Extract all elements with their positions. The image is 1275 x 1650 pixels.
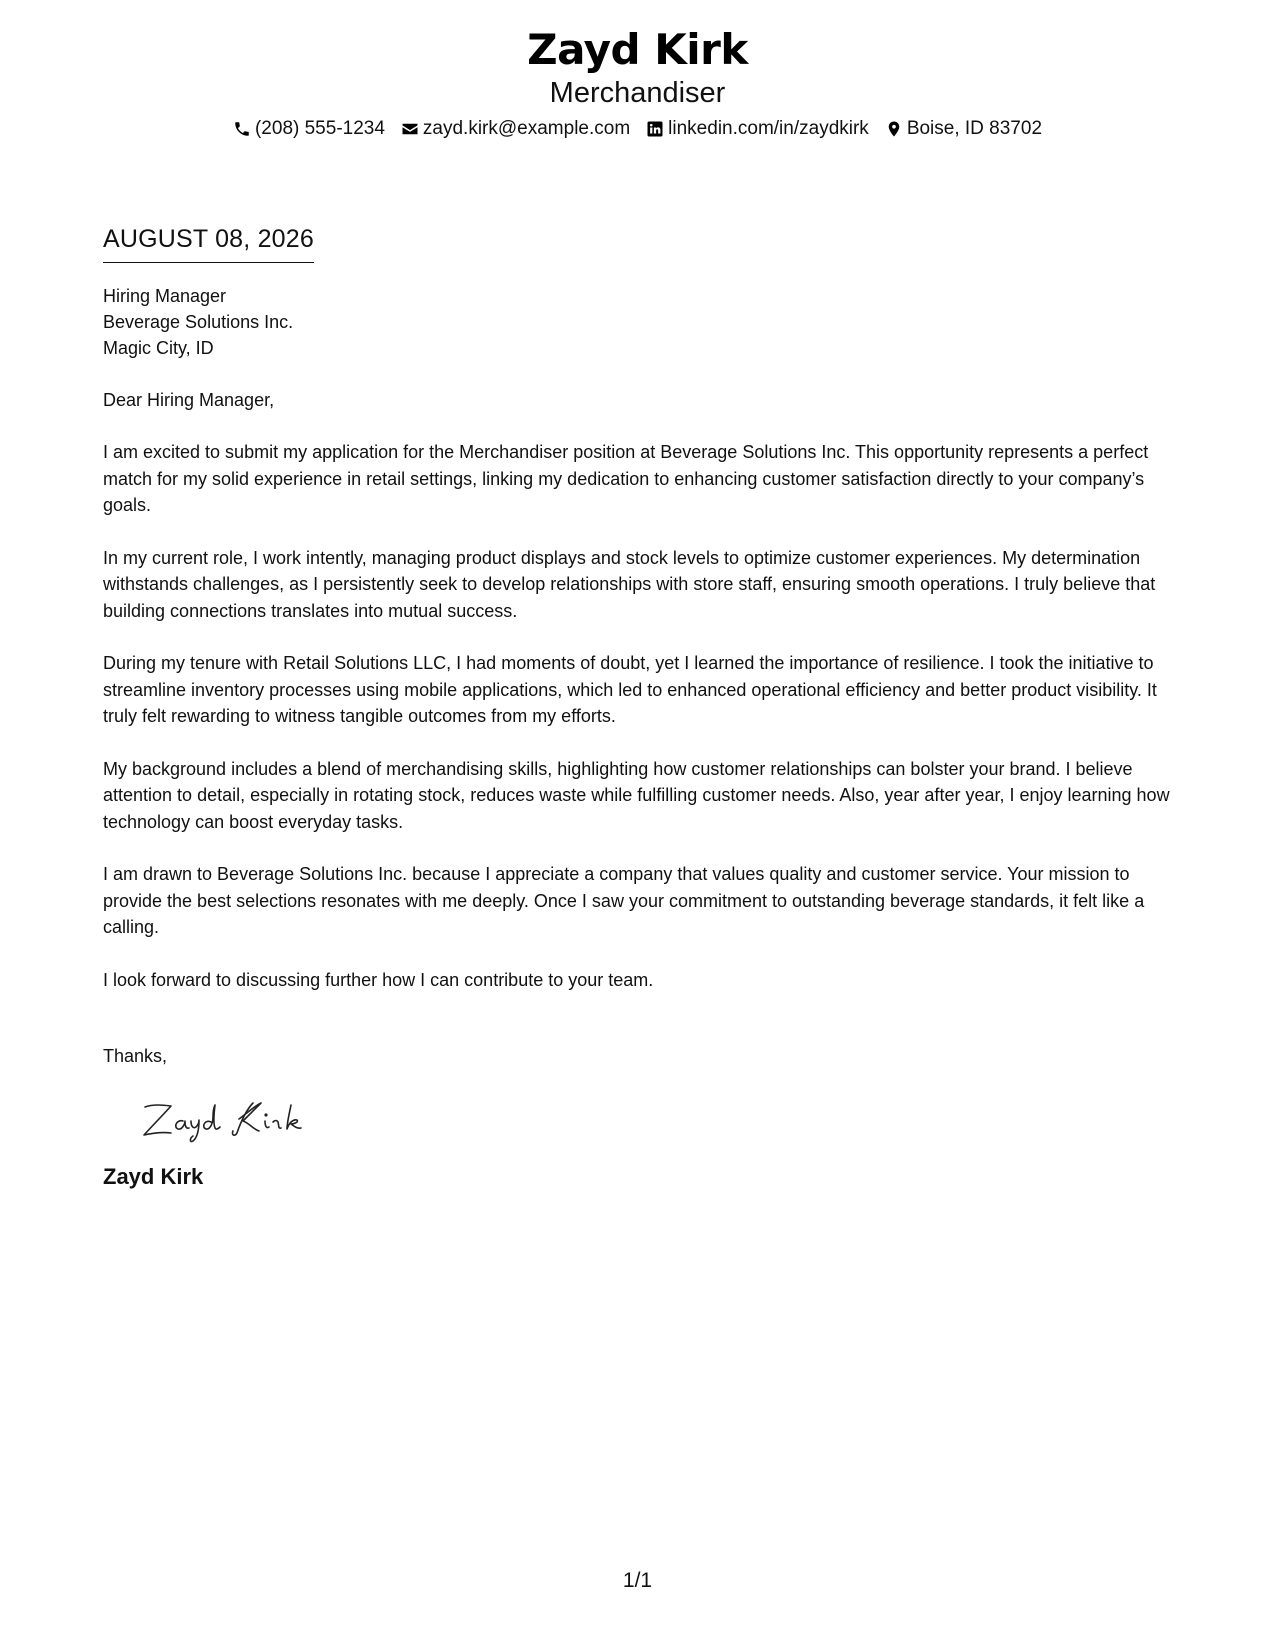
recipient-name: Hiring Manager — [103, 286, 227, 306]
envelope-icon — [401, 120, 419, 138]
recipient-block — [103, 283, 1178, 361]
linkedin-icon — [646, 120, 664, 138]
email-text: zayd.kirk@example.com — [422, 118, 631, 139]
page-number: 1/1 — [622, 1569, 653, 1592]
location-text: Boise, ID 83702 — [906, 118, 1043, 139]
applicant-title: Merchandiser — [549, 77, 726, 109]
contact-phone — [233, 116, 385, 142]
paragraph-6: I look forward to discussing further how I can contribute to your team. — [103, 969, 654, 990]
signature-image — [141, 1095, 331, 1145]
signer-name: Zayd Kirk — [103, 1164, 204, 1189]
linkedin-text: linkedin.com/in/zaydkirk — [668, 118, 869, 139]
phone-icon — [233, 120, 251, 138]
recipient-company: Beverage Solutions Inc. — [103, 312, 294, 332]
letter-header — [0, 24, 1275, 142]
letter-body — [103, 222, 1178, 1191]
greeting: Dear Hiring Manager, — [103, 390, 275, 410]
applicant-name: Zayd Kirk — [527, 25, 748, 74]
recipient-location: Magic City, ID — [103, 338, 214, 358]
map-marker-icon — [885, 120, 903, 138]
contact-bar — [0, 116, 1275, 142]
paragraph-3: During my tenure with Retail Solutions LLC, I had moments of doubt, yet I learned the importance of resilience. I took the initiative to streamline inventory processes using mobile applications, which led to enhanced operational efficiency and better product visibility. It truly felt rewarding to witness tangible outcomes from my efforts. — [103, 653, 1157, 726]
contact-linkedin[interactable] — [646, 116, 869, 142]
paragraph-1: I am excited to submit my application for the Merchandiser position at Beverage Solutions Inc. This opportunity represents a perfect match for my solid experience in retail settings, linking my dedication to enhancing customer satisfaction directly to your company’s goals. — [103, 442, 1149, 515]
contact-email[interactable] — [401, 116, 630, 142]
contact-location — [885, 116, 1042, 142]
paragraph-4: My background includes a blend of merchandising skills, highlighting how customer relationships can bolster your brand. I believe attention to detail, especially in rotating stock, reduces waste while fulfilling customer needs. Also, year after year, I enjoy learning how technology can boost everyday tasks. — [103, 758, 1170, 832]
paragraph-2: In my current role, I work intently, managing product displays and stock levels to optimize customer experiences. My determination withstands challenges, as I persistently seek to develop relationships with store staff, ensuring smooth operations. I truly believe that building connections translates into mutual success. — [103, 547, 1156, 621]
letter-date: AUGUST 08, 2026 — [103, 222, 314, 263]
closing: Thanks, — [103, 1046, 168, 1066]
paragraph-5: I am drawn to Beverage Solutions Inc. because I appreciate a company that values quality and customer service. Your mission to provide the best selections resonates with me deeply. Once I saw your commitment to outstanding beverage standards, it felt like a calling. — [103, 864, 1145, 937]
phone-text: (208) 555-1234 — [254, 118, 385, 139]
